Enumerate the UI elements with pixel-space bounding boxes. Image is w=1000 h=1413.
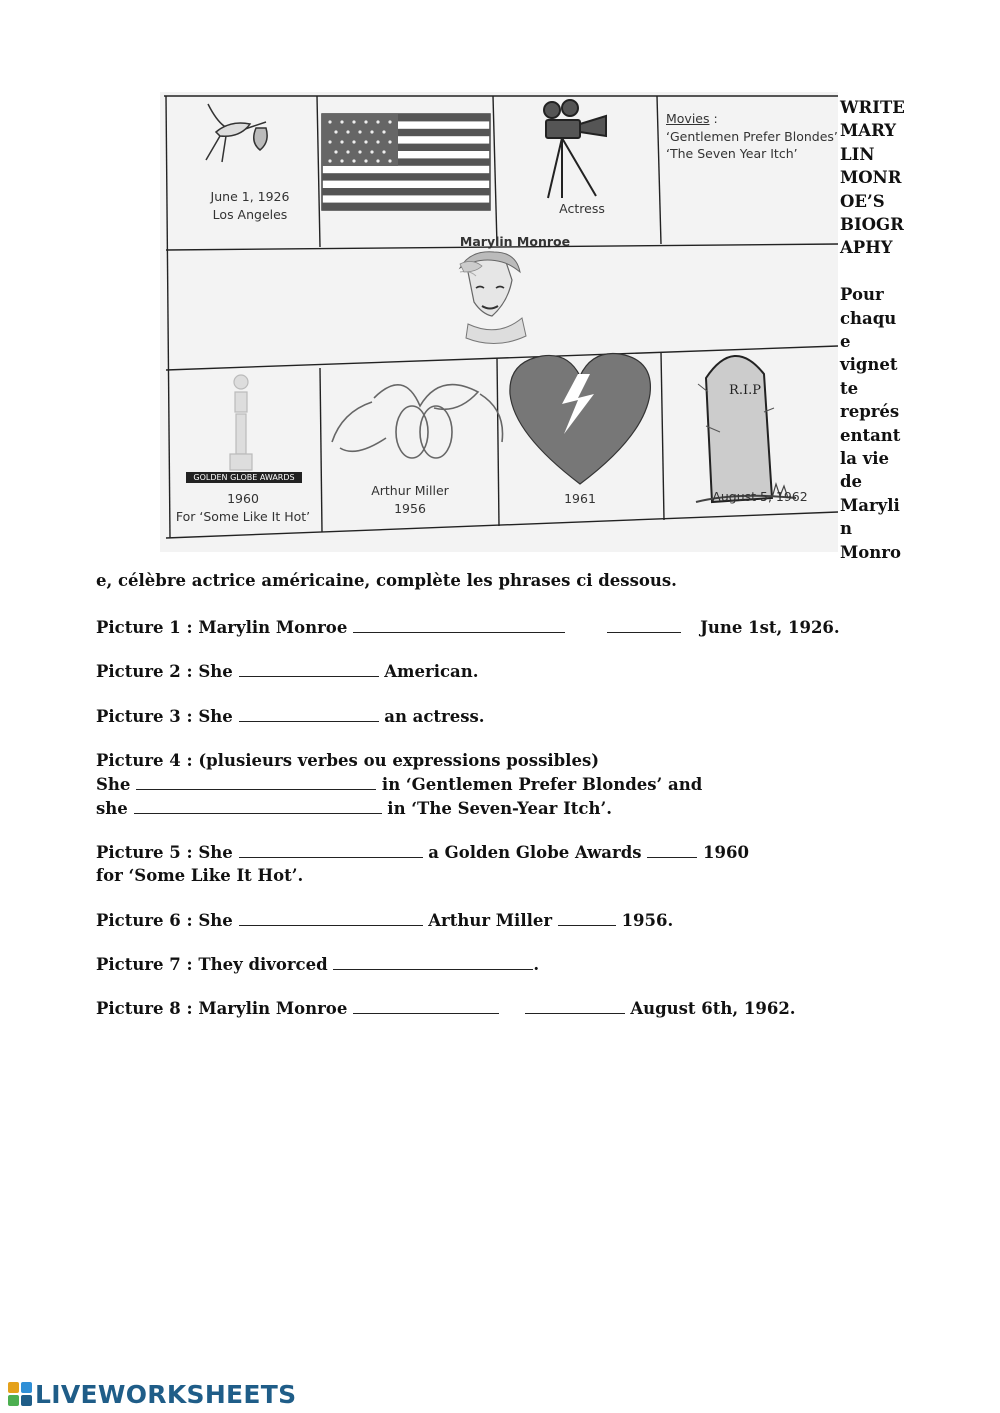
- movie-camera-icon: [544, 100, 606, 198]
- marilyn-portrait-icon: [460, 252, 526, 344]
- question-5-award: a Golden Globe Awards: [428, 843, 642, 862]
- question-4-heading: Picture 4 : (plusieurs verbes ou expressions possibles): [96, 751, 600, 770]
- answer-blank[interactable]: [239, 911, 423, 926]
- birth-date: June 1, 1926: [210, 189, 290, 204]
- question-2-text: Picture 2 : She: [96, 662, 233, 681]
- actress-label: Actress: [559, 201, 605, 216]
- instruction-line: représ: [840, 402, 900, 422]
- biography-picture-sheet: [160, 92, 838, 552]
- answer-blank[interactable]: [647, 843, 697, 858]
- question-2: [96, 660, 478, 683]
- award-year: 1960: [227, 491, 259, 506]
- question-7-text: Picture 7 : They divorced: [96, 955, 328, 974]
- usa-flag-icon: [322, 114, 490, 210]
- marriage-cell-text: [350, 482, 470, 518]
- birth-place: Los Angeles: [212, 207, 288, 223]
- instruction-line: Pour: [840, 285, 884, 305]
- question-8-text: Picture 8 : Marylin Monroe: [96, 999, 348, 1018]
- question-3-text: Picture 3 : She: [96, 707, 233, 726]
- divorce-year: 1961: [564, 491, 596, 506]
- golden-globe-banner: GOLDEN GLOBE AWARDS: [193, 473, 295, 482]
- gravestone-icon: [696, 356, 796, 502]
- movies-colon: :: [713, 111, 718, 126]
- instruction-line: vignet: [840, 355, 898, 375]
- title-line: OE’S: [840, 191, 885, 211]
- answer-blank[interactable]: [607, 618, 681, 633]
- birth-cell-text: [190, 188, 310, 224]
- question-5-year: 1960: [703, 843, 749, 862]
- question-1: [96, 616, 840, 639]
- movies-cell-text: [666, 110, 846, 163]
- stork-icon: [206, 104, 267, 162]
- title-line: APHY: [840, 238, 893, 258]
- wedding-rings-icon: [332, 385, 503, 458]
- movie-1: ‘Gentlemen Prefer Blondes’: [666, 128, 838, 144]
- side-column: [840, 96, 910, 564]
- title-line: BIOGR: [840, 215, 904, 235]
- question-3: [96, 705, 485, 728]
- instruction-line: chaqu: [840, 308, 897, 328]
- question-1-text: Picture 1 : Marylin Monroe: [96, 618, 348, 637]
- broken-heart-icon: [510, 353, 651, 484]
- answer-blank[interactable]: [558, 911, 616, 926]
- instruction-tail: e, célèbre actrice américaine, complète les phrases ci dessous.: [96, 571, 677, 590]
- answer-blank[interactable]: [353, 999, 499, 1014]
- death-date: August 5, 1962: [712, 489, 808, 504]
- movie-2: ‘The Seven Year Itch’: [666, 146, 798, 161]
- center-name: Marylin Monroe: [459, 234, 571, 249]
- question-5-text: Picture 5 : She: [96, 843, 233, 862]
- answer-blank[interactable]: [239, 843, 423, 858]
- question-4-line-2: [96, 797, 612, 820]
- question-4-she-2: she: [96, 799, 128, 818]
- answer-blank[interactable]: [239, 707, 379, 722]
- question-4-line-1: [96, 773, 702, 796]
- question-4-movie-1: in ‘Gentlemen Prefer Blondes’ and: [381, 775, 703, 794]
- award-film: For ‘Some Like It Hot’: [175, 509, 311, 525]
- question-4-she: She: [96, 775, 131, 794]
- instruction-line: te: [840, 378, 859, 398]
- answer-blank[interactable]: [239, 662, 379, 677]
- instruction-line: Monro: [840, 542, 901, 562]
- instruction-line: de: [840, 472, 863, 492]
- instruction-line: e: [840, 332, 851, 352]
- question-6-year: 1956.: [621, 911, 674, 930]
- instruction-line: la vie: [840, 449, 890, 469]
- instruction-line: Maryli: [840, 495, 900, 515]
- question-3-end: an actress.: [384, 707, 485, 726]
- question-6: [96, 909, 673, 932]
- answer-blank[interactable]: [353, 618, 565, 633]
- question-5-film: for ‘Some Like It Hot’.: [96, 866, 304, 885]
- award-cell-text: [168, 490, 318, 526]
- question-8-date: August 6th, 1962.: [630, 999, 796, 1018]
- rip-text: R.I.P: [729, 383, 761, 398]
- golden-globe-trophy-icon: [230, 375, 252, 470]
- liveworksheets-logo[interactable]: [8, 1380, 296, 1409]
- question-2-end: American.: [384, 662, 479, 681]
- answer-blank[interactable]: [134, 799, 382, 814]
- question-6-name: Arthur Miller: [428, 911, 553, 930]
- movies-label: Movies: [666, 111, 710, 126]
- liveworksheets-brand: LIVEWORKSHEETS: [35, 1380, 297, 1409]
- instruction-line: entant: [840, 425, 901, 445]
- liveworksheets-grid-icon: [8, 1382, 32, 1406]
- question-7-end: .: [533, 955, 540, 974]
- question-4-movie-2: in ‘The Seven-Year Itch’.: [387, 799, 612, 818]
- wedding-year: 1956: [394, 501, 426, 517]
- question-8: [96, 997, 796, 1020]
- instruction-line: n: [840, 519, 852, 539]
- question-7: [96, 953, 539, 976]
- question-5: [96, 841, 749, 864]
- question-1-date: June 1st, 1926.: [700, 618, 840, 637]
- answer-blank[interactable]: [333, 955, 533, 970]
- husband-name: Arthur Miller: [371, 483, 449, 498]
- question-6-text: Picture 6 : She: [96, 911, 233, 930]
- answer-blank[interactable]: [525, 999, 625, 1014]
- title-line: LIN: [840, 144, 875, 164]
- title-line: WRITE: [840, 98, 905, 117]
- title-line: MARY: [840, 121, 897, 141]
- title-line: MONR: [840, 168, 902, 188]
- answer-blank[interactable]: [136, 775, 376, 790]
